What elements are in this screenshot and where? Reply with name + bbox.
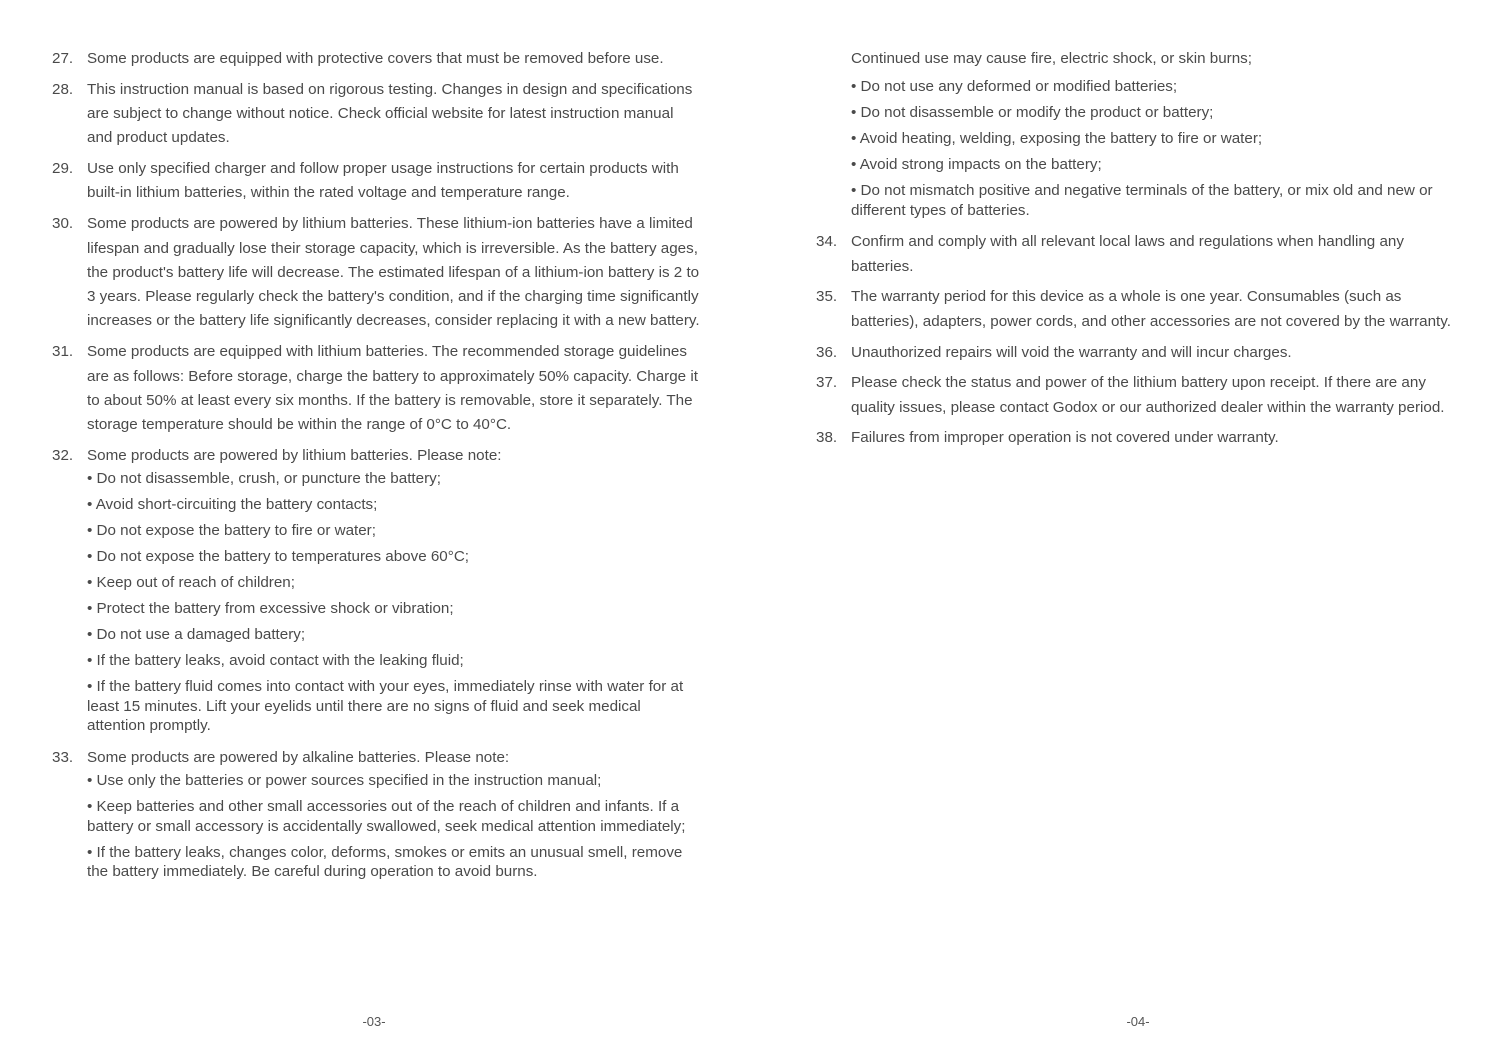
item-number: 30. [52, 215, 74, 233]
right-column [816, 47, 1462, 457]
page-number: -03- [362, 1014, 386, 1029]
item-text: The warranty period for this device as a whole is one year. Consumables (such as batteries), adapters, power cords, and other accessories are not covered by the warranty. [851, 288, 1451, 330]
item-text: Please check the status and power of the lithium battery upon receipt. If there are any quality issues, please contact Godox or our authorized dealer within the warranty period. [851, 374, 1445, 416]
item-text: Use only specified charger and follow proper usage instructions for certain products with built-in lithium batteries, within the rated voltage and temperature range. [87, 160, 679, 202]
continuation-bullets [816, 74, 1462, 224]
item-number: 31. [52, 343, 74, 361]
list-item-29 [52, 157, 700, 206]
bullet-item: • Avoid short-circuiting the battery contacts; [87, 496, 378, 514]
list-item-32 [52, 444, 700, 468]
item-text: Some products are powered by alkaline batteries. Please note: [87, 748, 510, 766]
list-item-27 [52, 47, 700, 71]
bullet-item: • Avoid strong impacts on the battery; [851, 156, 1102, 174]
list-item-36 [816, 341, 1462, 365]
list-item-30 [52, 212, 700, 333]
continuation-text: Continued use may cause fire, electric shock, or skin burns; [851, 50, 1252, 67]
item-number: 37. [816, 374, 838, 392]
bullet-item: • Do not expose the battery to temperatures above 60°C; [87, 548, 470, 566]
item-number: 28. [52, 80, 74, 98]
list-item-38 [816, 426, 1462, 450]
bullet-item: • Keep out of reach of children; [87, 574, 295, 592]
item-number: 32. [52, 446, 74, 464]
right-page [756, 0, 1512, 1058]
item-number: 38. [816, 429, 838, 447]
item-number: 29. [52, 160, 74, 178]
bullet-item: • Do not use any deformed or modified batteries; [851, 78, 1178, 96]
item-text: Some products are powered by lithium batteries. These lithium-ion batteries have a limited lifespan and gradually lose their storage capacity, which is irreversible. As the battery ages, the product's battery life will decrease. The estimated lifespan of a lithium-ion battery is 2 to 3 years. Please regularly check the battery's condition, and if the charging time significantly increases or the battery life significantly decreases, consider replacing it with a new battery. [87, 215, 700, 330]
bullet-item: • Protect the battery from excessive shock or vibration; [87, 600, 454, 618]
list-item-31 [52, 340, 700, 437]
lithium-battery-notes [52, 466, 700, 739]
list-item-34 [816, 230, 1462, 279]
bullet-item: • Avoid heating, welding, exposing the battery to fire or water; [851, 130, 1263, 148]
bullet-item: • Keep batteries and other small accessories out of the reach of children and infants. If a battery or small accessory is accidentally swallowed, seek medical attention immediately; [87, 798, 686, 835]
page-number: -04- [1126, 1014, 1150, 1029]
item-text: Some products are equipped with lithium batteries. The recommended storage guidelines are as follows: Before storage, charge the battery to approximately 50% capacity. Charge it to about 50% at least every six months. If the battery is removable, store it separately. The storage temperature should be within the range of 0°C to 40°C. [87, 343, 698, 434]
bullet-item: • Do not disassemble, crush, or puncture the battery; [87, 470, 441, 488]
item-number: 33. [52, 748, 74, 766]
item-number: 36. [816, 343, 838, 361]
list-item-35 [816, 285, 1462, 334]
item-text: Unauthorized repairs will void the warranty and will incur charges. [851, 343, 1292, 361]
bullet-item: • If the battery leaks, avoid contact with the leaking fluid; [87, 652, 464, 670]
item-number: 35. [816, 288, 838, 306]
list-item-37 [816, 371, 1462, 420]
item-text: Confirm and comply with all relevant local laws and regulations when handling any batteries. [851, 233, 1404, 275]
item-text: Failures from improper operation is not covered under warranty. [851, 429, 1279, 447]
list-item-28 [52, 78, 700, 151]
item-text: Some products are powered by lithium batteries. Please note: [87, 446, 502, 464]
item-text: This instruction manual is based on rigorous testing. Changes in design and specifications are subject to change without notice. Check official website for latest instruction manual and product updates. [87, 80, 693, 147]
item-text: Some products are equipped with protective covers that must be removed before use. [87, 50, 664, 67]
left-column [52, 47, 700, 892]
bullet-item: • Do not disassemble or modify the product or battery; [851, 104, 1214, 122]
bullet-item: • Use only the batteries or power sources specified in the instruction manual; [87, 772, 602, 790]
bullet-item: • If the battery leaks, changes color, deforms, smokes or emits an unusual smell, remove the battery immediately. Be careful during operation to avoid burns. [87, 843, 683, 881]
bullet-item: • Do not use a damaged battery; [87, 626, 306, 644]
alkaline-battery-notes [52, 768, 700, 885]
bullet-item: • Do not mismatch positive and negative terminals of the battery, or mix old and new or different types of batteries. [851, 182, 1433, 219]
list-item-33 [52, 746, 700, 770]
bullet-item: • Do not expose the battery to fire or water; [87, 522, 376, 540]
bullet-item: • If the battery fluid comes into contact with your eyes, immediately rinse with water for at least 15 minutes. Lift your eyelids until there are no signs of fluid and seek medical attention promptly. [87, 678, 684, 735]
item-number: 27. [52, 50, 74, 67]
item-number: 34. [816, 233, 838, 251]
